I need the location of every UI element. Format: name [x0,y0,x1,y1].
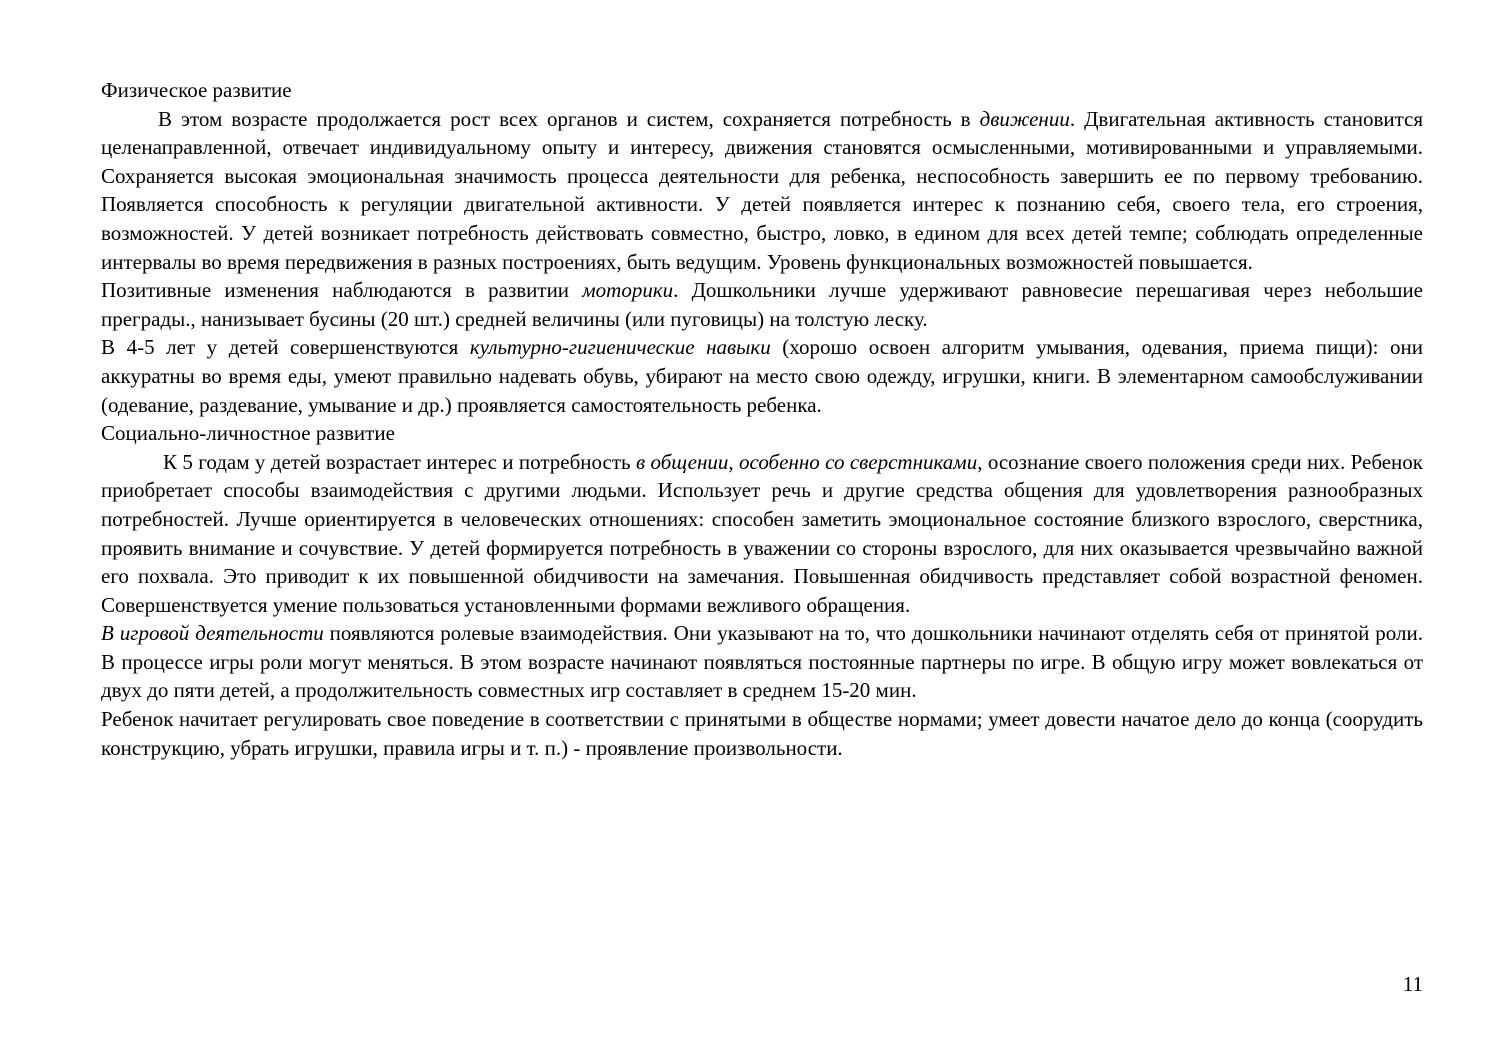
emphasis-text: В игровой деятельности [101,621,324,646]
paragraph-physical-3 [101,333,1423,419]
paragraph-text: (хорошо освоен алгоритм умывания, одевания, приема пищи): они аккуратны во время еды, умеют правильно надевать обувь, убирают на место свою одежду, игрушки, книги. В элементарном самообслуживании (одевание, раздевание, умывание и др.) проявляется самостоятельность ребенка. [101,335,1423,417]
paragraph-text: . Двигательная активность становится целенаправленной, отвечает индивидуальному опыту и интересу, движения становятся осмысленными, мотивированными и управляемыми. Сохраняется высокая эмоциональная значимость процесса деятельности для ребенка, неспособность завершить ее по первому требованию. Появляется способность к регуляции двигательной активности. У детей появляется интерес к познанию себя, своего тела, его строения, возможностей. У детей возникает потребность действовать совместно, быстро, ловко, в едином для всех детей темпе; соблюдать определенные интервалы во время передвижения в разных построениях, быть ведущим. Уровень функциональных возможностей повышается. [101,106,1424,274]
paragraph-text: В этом возрасте продолжается рост всех органов и систем, сохраняется потребность в [158,106,980,131]
emphasis-text: движении [979,106,1070,131]
emphasis-text: в общении, особенно со сверстниками [636,449,978,474]
section-heading-social: Социально-личностное развитие [101,421,395,446]
emphasis-text: культурно-гигиенические навыки [469,335,771,360]
document-page [101,76,1423,762]
paragraph-text: , осознание своего положения среди них. Ребенок приобретает способы взаимодействия с другими людьми. Использует речь и другие средства общения для удовлетворения разнообразных потребностей. Лучше ориентируется в человеческих отношениях: способен заметить эмоциональное состояние близкого взрослого, сверстника, проявить внимание и сочувствие. У детей формируется потребность в уважении со стороны взрослого, для них оказывается чрезвычайно важной его похвала. Это приводит к их повышенной обидчивости на замечания. Повышенная обидчивость представляет собой возрастной феномен. Совершенствуется умение пользоваться установленными формами вежливого обращения. [101,449,1423,617]
emphasis-text: моторики [582,278,674,303]
paragraph-social-1 [101,448,1423,620]
paragraph-text: Ребенок начитает регулировать свое поведение в соответствии с принятыми в обществе нормами; умеет довести начатое дело до конца (соорудить конструкцию, убрать игрушки, правила игры и т. п.) - проявление произвольности. [101,707,1423,760]
paragraph-text: К 5 годам у детей возрастает интерес и потребность [163,449,637,474]
paragraph-social-3 [101,705,1423,762]
paragraph-text: Позитивные изменения наблюдаются в развитии [101,278,583,303]
paragraph-text: появляются ролевые взаимодействия. Они указывают на то, что дошкольники начинают отделять себя от принятой роли. В процессе игры роли могут меняться. В этом возрасте начинают появляться постоянные партнеры по игре. В общую игру может вовлекаться от двух до пяти детей, а продолжительность совместных игр составляет в среднем 15-20 мин. [101,621,1423,703]
paragraph-physical-2 [101,276,1423,333]
paragraph-physical-1 [101,105,1423,277]
section-heading-physical: Физическое развитие [101,78,292,102]
paragraph-text: . Дошкольники лучше удерживают равновесие перешагивая через небольшие преграды., нанизывает бусины (20 шт.) средней величины (или пуговицы) на толстую леску. [101,278,1423,331]
paragraph-text: В 4-5 лет у детей совершенствуются [101,335,470,360]
page-number: 11 [1402,972,1423,996]
paragraph-social-2 [101,619,1423,705]
